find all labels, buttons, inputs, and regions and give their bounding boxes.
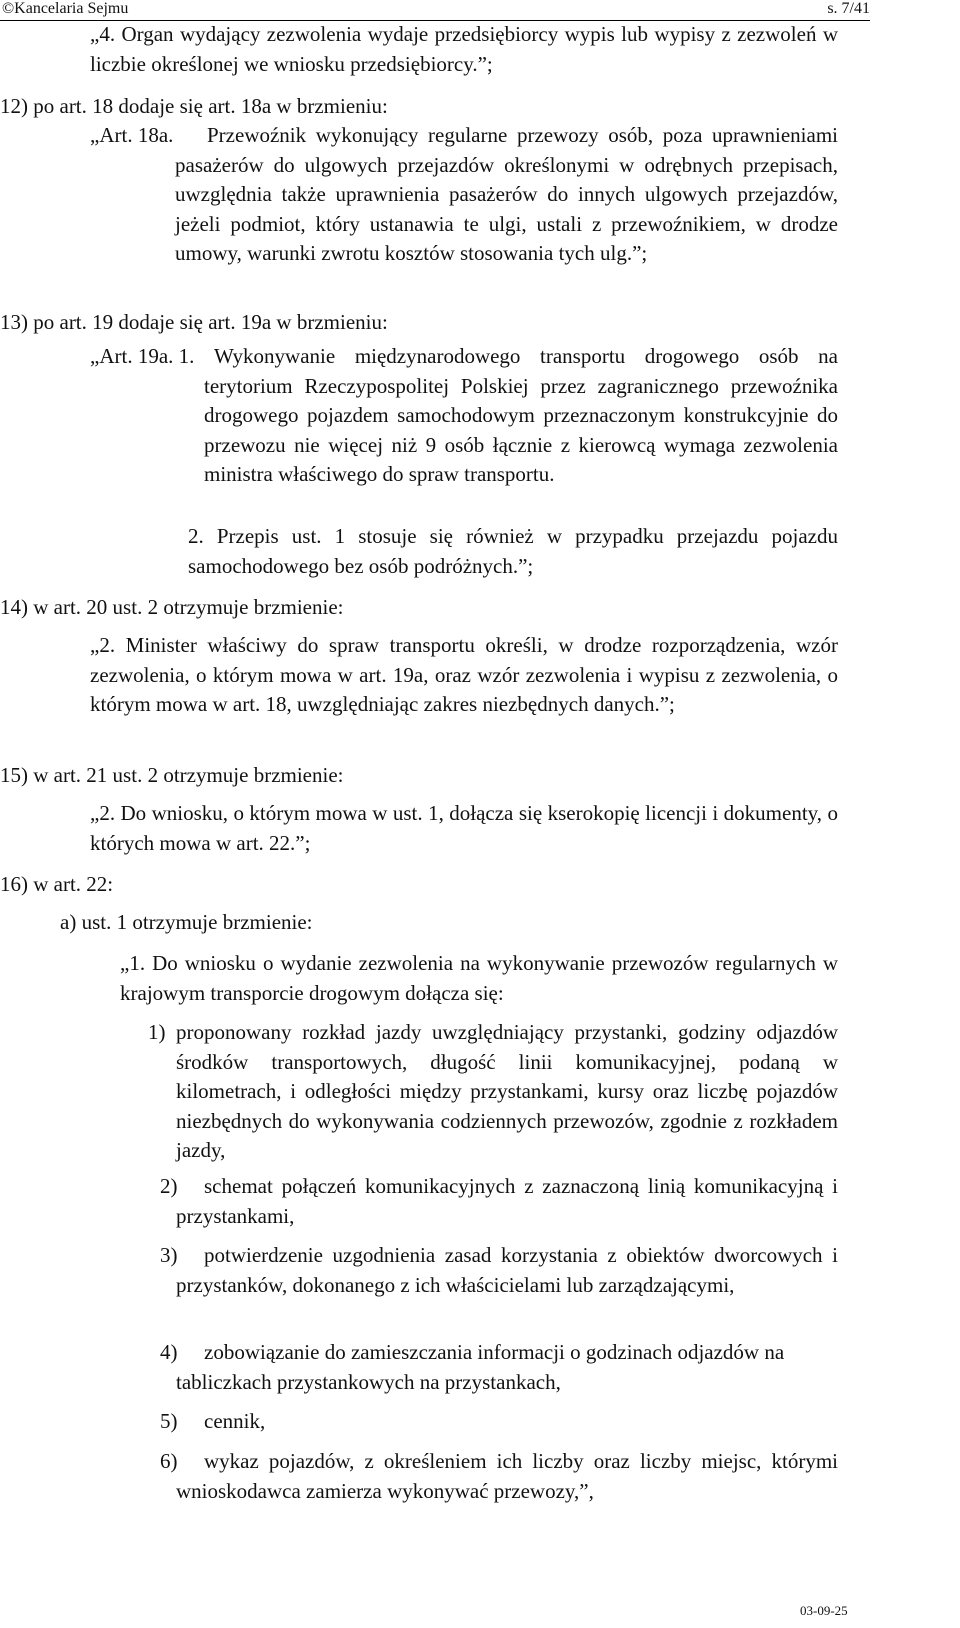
- list-number: 1): [148, 1020, 166, 1044]
- article-19a-para-2: 2. Przepis ust. 1 stosuje się również w przypadku przejazdu pojazdu samochodowego bez osób podróżnych.”;: [188, 524, 838, 578]
- list-item-text: proponowany rozkład jazdy uwzględniający przystanki, godziny odjazdów środków transportowych, długość linii komunikacyjnej, podaną w kilometrach, i odległości między przystankami, kursy oraz liczbę pojazdów niezbędnych do wykonywania codziennych przewozów, zgodnie z rozkładem jazdy,: [176, 1020, 838, 1162]
- list-item: wykaz pojazdów, z określeniem ich liczby oraz liczby miejsc, którymi wnioskodawca zamierza wykonywać przewozy,”,: [176, 1449, 838, 1503]
- sub-point-a: a) ust. 1 otrzymuje brzmienie:: [60, 910, 313, 934]
- paragraph: „4. Organ wydający zezwolenia wydaje przedsiębiorcy wypis lub wypisy z zezwoleń w liczbie określonej we wniosku przedsiębiorcy.”;: [90, 22, 838, 76]
- list-number: 3): [160, 1243, 178, 1267]
- paragraph: „2. Minister właściwy do spraw transportu określi, w drodze rozporządzenia, wzór zezwolenia, o którym mowa w art. 19a, oraz wzór zezwolenia i wypisu z zezwolenia, o którym mowa w art. 18, uwzględniając zakres niezbędnych danych.”;: [90, 633, 838, 716]
- page-header: [0, 0, 870, 21]
- amendment-point-15: 15) w art. 21 ust. 2 otrzymuje brzmienie:: [0, 763, 344, 787]
- list-item: schemat połączeń komunikacyjnych z zaznaczoną linią komunikacyjną i przystankami,: [176, 1174, 838, 1228]
- paragraph: „2. Do wniosku, o którym mowa w ust. 1, dołącza się kserokopię licencji i dokumenty, o których mowa w art. 22.”;: [90, 801, 838, 855]
- header-source: ©Kancelaria Sejmu: [2, 0, 129, 17]
- list-number: 5): [160, 1409, 178, 1433]
- amendment-point-13: 13) po art. 19 dodaje się art. 19a w brzmieniu:: [0, 310, 388, 334]
- article-18a-text: Przewoźnik wykonujący regularne przewozy osób, poza uprawnieniami pasażerów do ulgowych przejazdów określonymi w odrębnych przepisach, uwzględnia także uprawnienia pasażerów do innych ulgowych przejazdów, jeżeli podmiot, który ustanawia te ulgi, ustali z przewoźnikiem, w drodze umowy, warunki zwrotu kosztów stosowania tych ulg.”;: [175, 123, 838, 265]
- list-number: 4): [160, 1340, 178, 1364]
- list-item: potwierdzenie uzgodnienia zasad korzystania z obiektów dworcowych i przystanków, dokonanego z ich właścicielami lub zarządzającymi,: [176, 1243, 838, 1297]
- list-item: zobowiązanie do zamieszczania informacji o godzinach odjazdów na tabliczkach przystankowych na przystankach,: [176, 1340, 785, 1394]
- header-page-number: s. 7/41: [827, 0, 870, 17]
- paragraph: „1. Do wniosku o wydanie zezwolenia na wykonywanie przewozów regularnych w krajowym transporcie drogowym dołącza się:: [120, 951, 838, 1005]
- list-number: 6): [160, 1449, 178, 1473]
- amendment-point-12: 12) po art. 18 dodaje się art. 18a w brzmieniu:: [0, 94, 388, 118]
- list-number: 2): [160, 1174, 178, 1198]
- list-item: cennik,: [204, 1409, 266, 1433]
- amendment-point-14: 14) w art. 20 ust. 2 otrzymuje brzmienie:: [0, 595, 344, 619]
- amendment-point-16: 16) w art. 22:: [0, 872, 114, 896]
- article-19a-para-1: Wykonywanie międzynarodowego transportu drogowego osób na terytorium Rzeczypospolitej Polskiej przez zagranicznego przewoźnika drogowego pojazdem samochodowym przeznaczonym konstrukcyjnie do przewozu nie więcej niż 9 osób łącznie z kierowcą wymaga zezwolenia ministra właściwego do spraw transportu.: [204, 344, 838, 486]
- article-label-19a: „Art. 19a. 1.: [90, 344, 195, 368]
- list-item: [176, 1018, 838, 1166]
- footer-date: 03-09-25: [800, 1603, 848, 1618]
- article-label-18a: „Art. 18a.: [90, 123, 174, 147]
